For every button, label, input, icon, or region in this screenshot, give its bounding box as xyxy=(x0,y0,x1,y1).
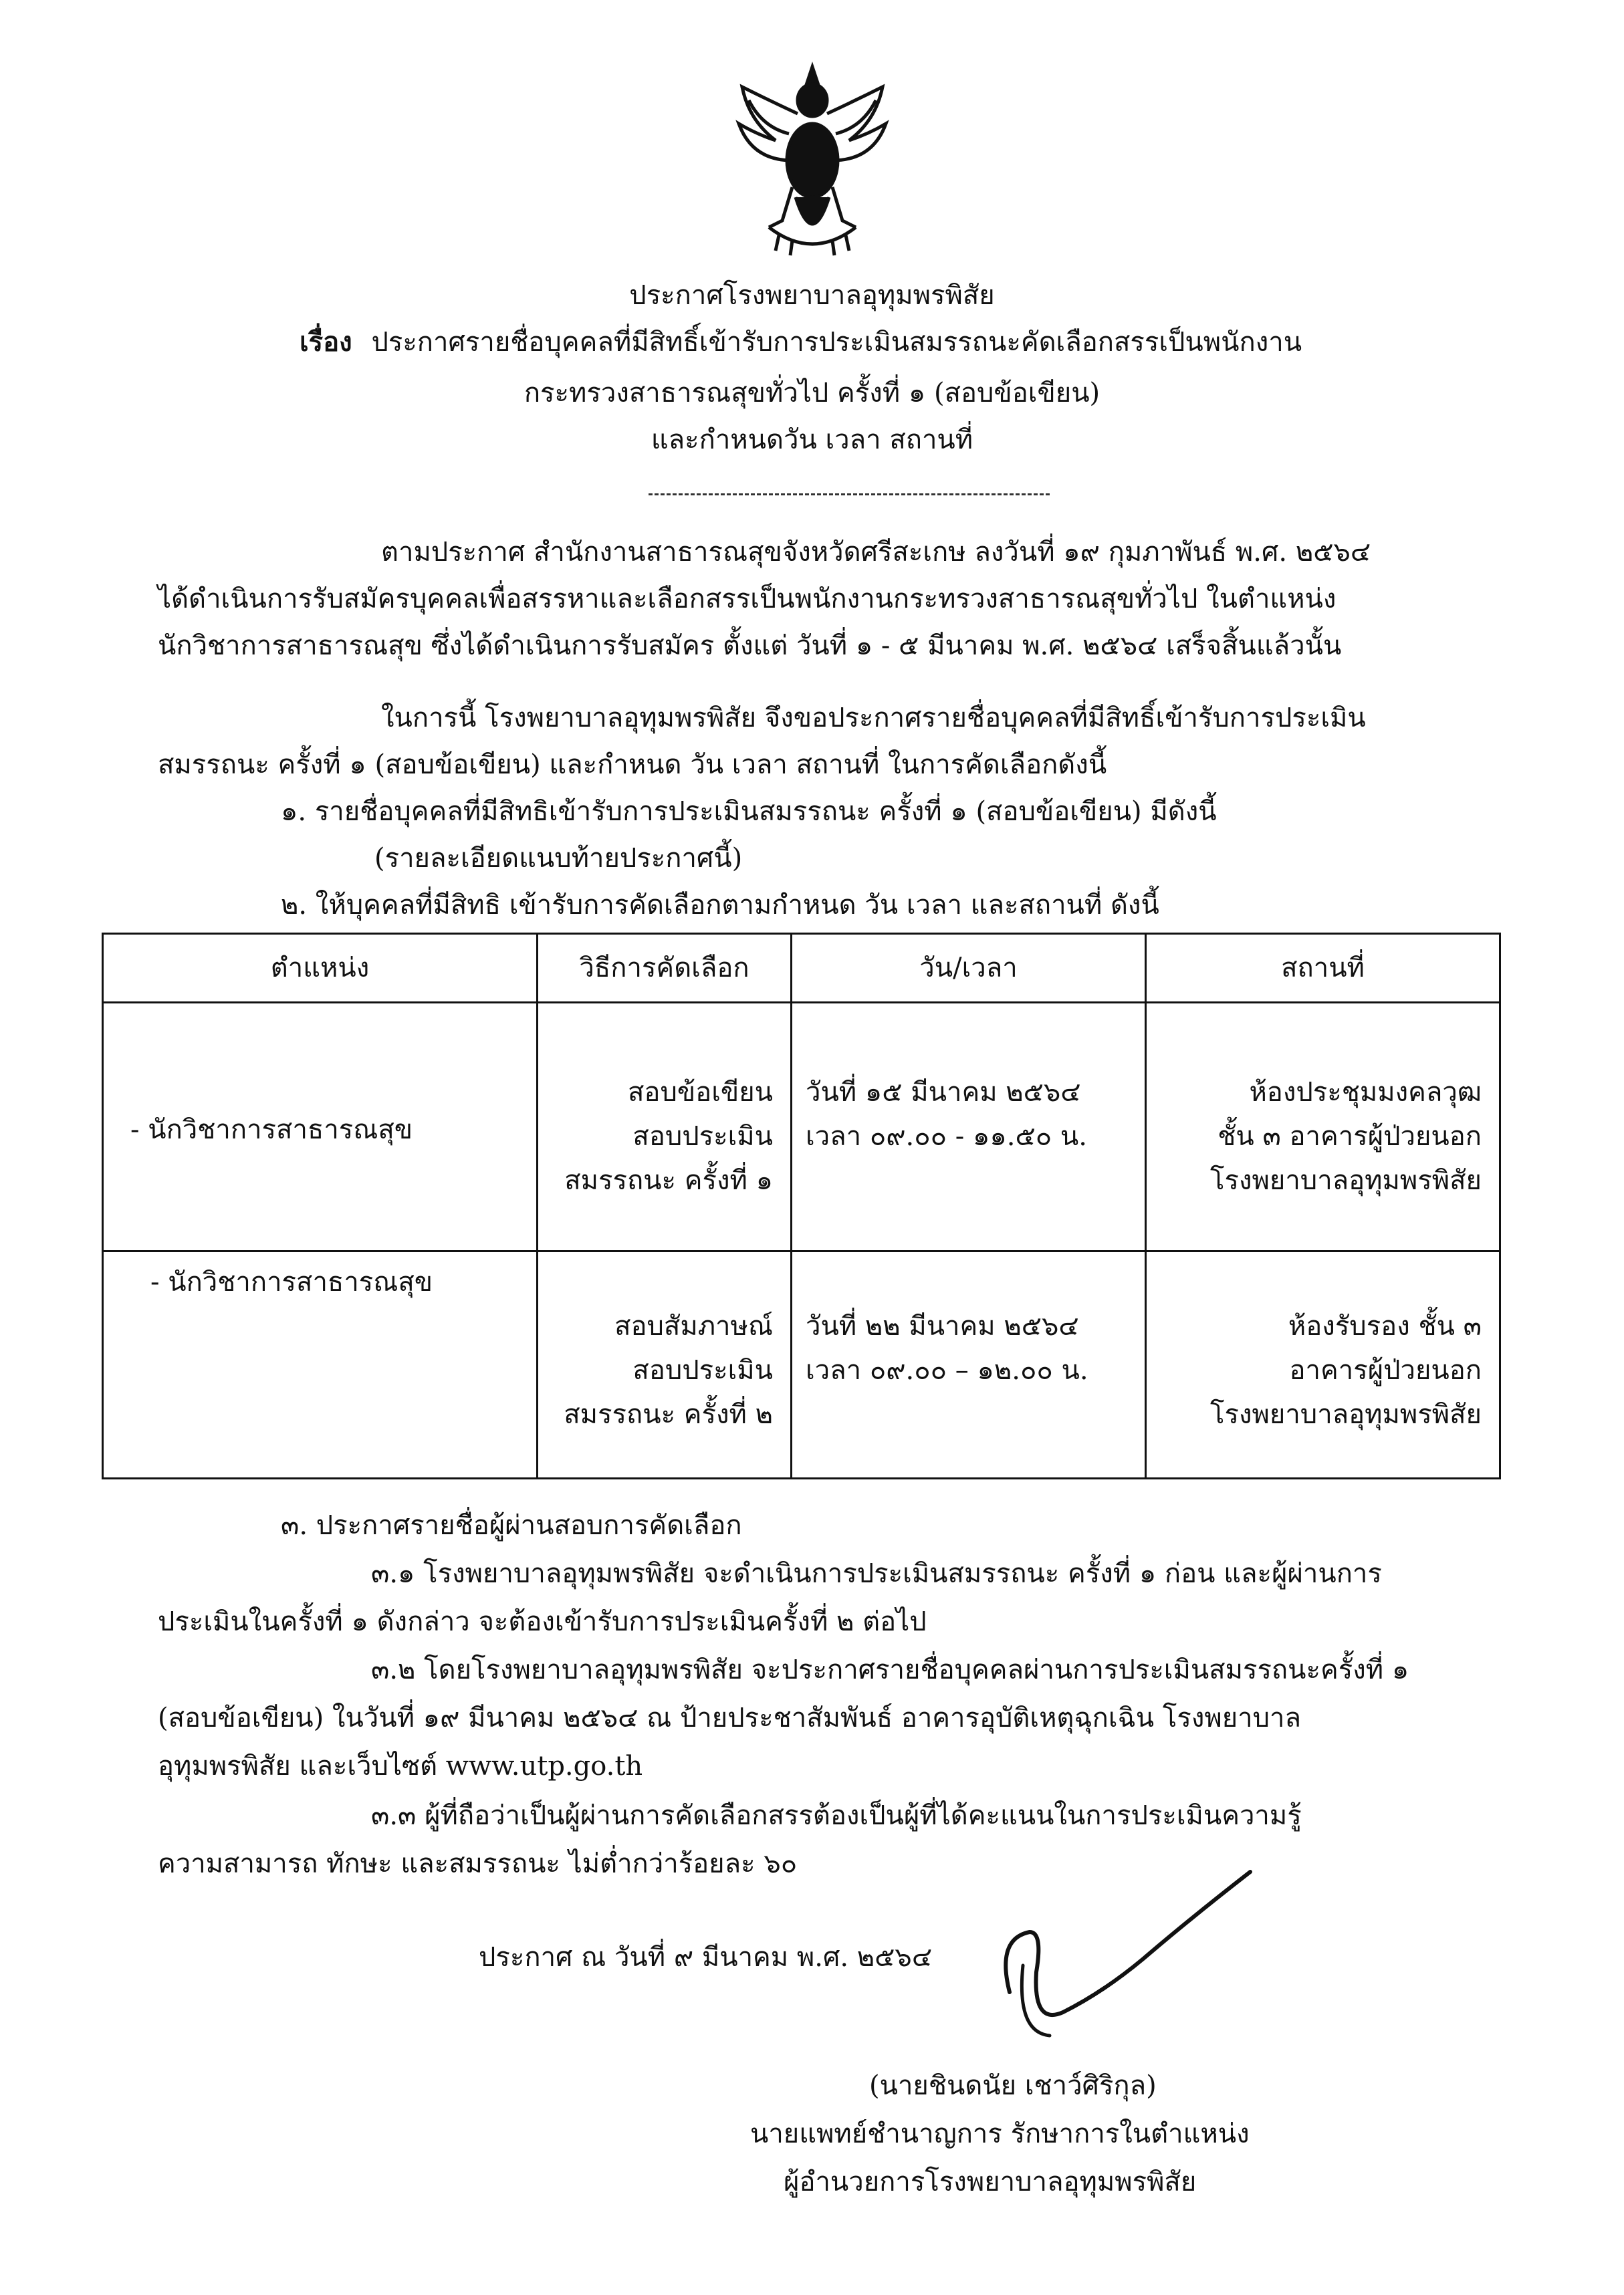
section3-3-line2: ความสามารถ ทักษะ และสมรรถนะ ไม่ต่ำกว่าร้อยละ ๖๐ xyxy=(158,1848,798,1879)
header-divider xyxy=(649,493,1050,495)
subject-line-1: ประกาศรายชื่อบุคคลที่มีสิทธิ์เข้ารับการประเมินสมรรถนะคัดเลือกสรรเป็นพนักงาน xyxy=(371,327,1302,358)
header-datetime: วัน/เวลา xyxy=(792,934,1146,1003)
row1-place: ห้องประชุมมงคลวุฒ ชั้น ๓ อาคารผู้ป่วยนอก โรงพยาบาลอุทุมพรพิสัย xyxy=(1146,1003,1500,1251)
signature-icon xyxy=(969,1858,1277,2072)
row2-position: - นักวิชาการสาธารณสุข xyxy=(103,1251,538,1479)
row1-datetime: วันที่ ๑๕ มีนาคม ๒๕๖๔ เวลา ๐๙.๐๐ - ๑๑.๕๐ น. xyxy=(792,1003,1146,1251)
signer-title-2: ผู้อำนวยการโรงพยาบาลอุทุมพรพิสัย xyxy=(784,2167,1197,2197)
signer-title-1: นายแพทย์ชำนาญการ รักษาการในตำแหน่ง xyxy=(750,2119,1250,2149)
announcement-subject xyxy=(300,324,1302,361)
row1-position: - นักวิชาการสาธารณสุข xyxy=(103,1003,538,1251)
section3-2-line2: (สอบข้อเขียน) ในวันที่ ๑๙ มีนาคม ๒๕๖๔ ณ ป้ายประชาสัมพันธ์ อาคารอุบัติเหตุฉุกเฉิน โรงพยาบาล xyxy=(158,1703,1301,1733)
signer-name: (นายชินดนัย เชาว์ศิริกุล) xyxy=(869,2070,1157,2101)
subject-line-2: กระทรวงสาธารณสุขทั่วไป ครั้งที่ ๑ (สอบข้อเขียน) xyxy=(524,378,1100,408)
section3-2-line1: ๓.๒ โดยโรงพยาบาลอุทุมพรพิสัย จะประกาศรายชื่อบุคคลผ่านการประเมินสมรรถนะครั้งที่ ๑ xyxy=(371,1655,1409,1685)
row1-method: สอบข้อเขียน สอบประเมิน สมรรถนะ ครั้งที่ ๑ xyxy=(538,1003,792,1251)
intro-p2-line1: ในการนี้ โรงพยาบาลอุทุมพรพิสัย จึงขอประกาศรายชื่อบุคคลที่มีสิทธิ์เข้ารับการประเมิน xyxy=(381,703,1366,733)
row2-method: สอบสัมภาษณ์ สอบประเมิน สมรรถนะ ครั้งที่ ๒ xyxy=(538,1251,792,1479)
item-1: ๑. รายชื่อบุคคลที่มีสิทธิเข้ารับการประเมินสมรรถนะ ครั้งที่ ๑ (สอบข้อเขียน) มีดังนี้ xyxy=(281,796,1217,827)
intro-p1-line2: ได้ดำเนินการรับสมัครบุคคลเพื่อสรรหาและเลือกสรรเป็นพนักงานกระทรวงสาธารณสุขทั่วไป ในตำแหน่ง xyxy=(158,584,1337,614)
section3-3-line1: ๓.๓ ผู้ที่ถือว่าเป็นผู้ผ่านการคัดเลือกสรรต้องเป็นผู้ที่ได้คะแนนในการประเมินความรู้ xyxy=(371,1800,1302,1831)
table-header-row xyxy=(103,934,1500,1003)
subject-label: เรื่อง xyxy=(300,326,352,358)
table-row xyxy=(103,1003,1500,1251)
section3-1-line1: ๓.๑ โรงพยาบาลอุทุมพรพิสัย จะดำเนินการประเมินสมรรถนะ ครั้งที่ ๑ ก่อน และผู้ผ่านการ xyxy=(371,1558,1382,1589)
intro-p2-line2: สมรรถนะ ครั้งที่ ๑ (สอบข้อเขียน) และกำหนด วัน เวลา สถานที่ ในการคัดเลือกดังนี้ xyxy=(158,749,1107,780)
subject-line-3: และกำหนดวัน เวลา สถานที่ xyxy=(651,425,973,455)
header-place: สถานที่ xyxy=(1146,934,1500,1003)
section3-2-line3: อุทุมพรพิสัย และเว็บไซต์ www.utp.go.th xyxy=(158,1751,643,1782)
intro-p1-line3: นักวิชาการสาธารณสุข ซึ่งได้ดำเนินการรับสมัคร ตั้งแต่ วันที่ ๑ - ๕ มีนาคม พ.ศ. ๒๕๖๔ เสร็จสิ้นแล้วนั้น xyxy=(158,630,1342,661)
section3-title: ๓. ประกาศรายชื่อผู้ผ่านสอบการคัดเลือก xyxy=(281,1510,742,1541)
announcement-issuer: ประกาศโรงพยาบาลอุทุมพรพิสัย xyxy=(629,280,995,311)
table-row xyxy=(103,1251,1500,1479)
item-1-note: (รายละเอียดแนบท้ายประกาศนี้) xyxy=(374,843,743,874)
garuda-emblem-icon xyxy=(729,60,896,261)
section3-1-line2: ประเมินในครั้งที่ ๑ ดังกล่าว จะต้องเข้ารับการประเมินครั้งที่ ๒ ต่อไป xyxy=(158,1606,927,1637)
header-position: ตำแหน่ง xyxy=(103,934,538,1003)
announcement-date: ประกาศ ณ วันที่ ๙ มีนาคม พ.ศ. ๒๕๖๔ xyxy=(479,1942,933,1973)
row2-datetime: วันที่ ๒๒ มีนาคม ๒๕๖๔ เวลา ๐๙.๐๐ – ๑๒.๐๐ น. xyxy=(792,1251,1146,1479)
header-method: วิธีการคัดเลือก xyxy=(538,934,792,1003)
schedule-table xyxy=(102,933,1501,1479)
item-2: ๒. ให้บุคคลที่มีสิทธิ เข้ารับการคัดเลือกตามกำหนด วัน เวลา และสถานที่ ดังนี้ xyxy=(281,890,1159,921)
intro-p1-line1: ตามประกาศ สำนักงานสาธารณสุขจังหวัดศรีสะเกษ ลงวันที่ ๑๙ กุมภาพันธ์ พ.ศ. ๒๕๖๔ xyxy=(381,537,1371,568)
row2-place: ห้องรับรอง ชั้น ๓ อาคารผู้ป่วยนอก โรงพยาบาลอุทุมพรพิสัย xyxy=(1146,1251,1500,1479)
